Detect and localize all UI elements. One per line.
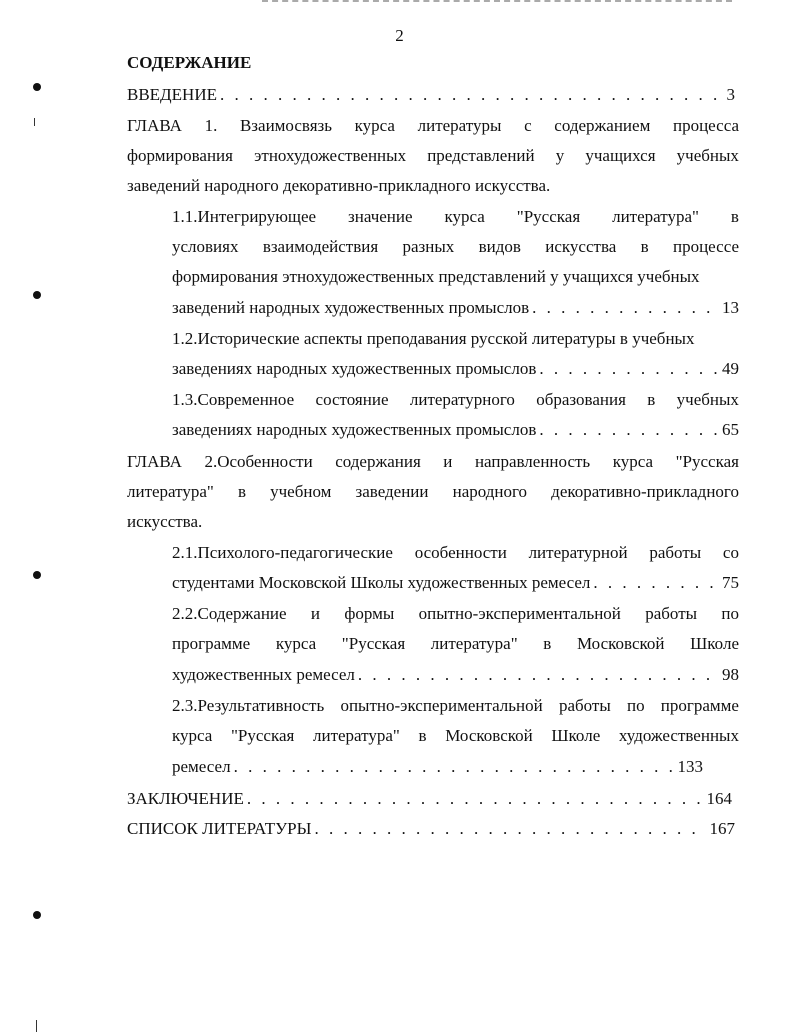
page-number: 2 [395, 26, 404, 45]
word: учащихся [585, 146, 656, 165]
word: работы [645, 604, 698, 623]
chapter1-heading-line [127, 141, 739, 171]
section-2-2-line [172, 629, 739, 659]
word: учебном [270, 482, 332, 501]
word: искусства [545, 237, 617, 256]
toc-page-number: 65 [722, 420, 739, 439]
toc-entry-label: студентами Московской Школы художественных ремесел [172, 573, 591, 592]
word: работы [649, 543, 702, 562]
toc-entry-1-3 [172, 415, 739, 445]
word: литературного [409, 390, 515, 409]
word: Московской [576, 634, 665, 653]
word: формы [344, 604, 395, 623]
word: у [555, 146, 565, 165]
toc-entry-bibliography [127, 814, 735, 844]
word: программе [172, 634, 251, 653]
word: художественных [618, 726, 739, 745]
word: литература" [313, 726, 400, 745]
word: со [722, 543, 739, 562]
toc-title: СОДЕРЖАНИЕ [127, 53, 252, 72]
scan-mark [36, 1020, 37, 1032]
word: в [640, 237, 649, 256]
word: процесса [672, 116, 739, 135]
word: формирования [127, 146, 233, 165]
dot-leader [220, 80, 724, 110]
word: курса [172, 726, 213, 745]
word: 2.Особенности [204, 452, 313, 471]
word: по [721, 604, 739, 623]
word: взаимодействия [262, 237, 379, 256]
chapter2-heading-line [127, 477, 739, 507]
toc-entry-label: СПИСОК ЛИТЕРАТУРЫ [127, 819, 312, 838]
word: 1.3.Современное [172, 390, 295, 409]
word: образования [536, 390, 626, 409]
word: по [626, 696, 645, 715]
toc-entry-intro [127, 80, 735, 110]
word: 2.2.Содержание [172, 604, 287, 623]
word: курса [444, 207, 485, 226]
toc-entry-2-2 [172, 660, 739, 690]
word: разных [402, 237, 455, 256]
toc-page-number: 133 [677, 757, 703, 776]
word: в [237, 482, 246, 501]
section-2-3-line [172, 691, 739, 721]
word: программе [660, 696, 739, 715]
word: в [730, 207, 739, 226]
toc-entry-1-2 [172, 354, 739, 384]
dot-leader [247, 784, 704, 814]
dot-leader [532, 293, 719, 323]
word: "Русская [675, 452, 739, 471]
dot-leader [358, 660, 719, 690]
word: представлений [427, 146, 535, 165]
section-1-1-line [172, 202, 739, 232]
word: "Русская [516, 207, 581, 226]
word: Взаимосвязь [239, 116, 332, 135]
section-2-3-line [172, 721, 739, 751]
toc-page-number: 3 [726, 85, 735, 104]
word: и [310, 604, 321, 623]
toc-entry-conclusion [127, 784, 732, 814]
word: содержания [335, 452, 421, 471]
word: курса [275, 634, 317, 653]
word: литература" [127, 482, 214, 501]
dot-leader [314, 814, 706, 844]
toc-entry-label: заведений народных художественных промыслов [172, 298, 530, 317]
chapter2-heading-line [127, 447, 739, 477]
word: учебных [676, 146, 739, 165]
word: учебных [676, 390, 739, 409]
binding-hole-mark [33, 83, 41, 91]
section-1-1-line: формирования этнохудожественных представлений у учащихся учебных [172, 267, 700, 286]
word: опытно-экспериментальной [340, 696, 543, 715]
word: особенности [414, 543, 507, 562]
toc-page-number: 75 [722, 573, 739, 592]
word: ГЛАВА [127, 116, 182, 135]
section-1-2-line: 1.2.Исторические аспекты преподавания русской литературы в учебных [172, 329, 695, 348]
word: народного [452, 482, 528, 501]
toc-page-number: 167 [709, 819, 735, 838]
chapter1-heading-line: заведений народного декоративно-прикладного искусства. [127, 176, 551, 195]
word: курса [612, 452, 654, 471]
word: 1. [204, 116, 218, 135]
word: литературной [528, 543, 628, 562]
toc-entry-2-1 [172, 568, 739, 598]
word: ГЛАВА [127, 452, 182, 471]
dot-leader [234, 752, 675, 782]
word: 1.1.Интегрирующее [172, 207, 317, 226]
word: этнохудожественных [254, 146, 407, 165]
dot-leader [539, 415, 719, 445]
section-1-3-line [172, 385, 739, 415]
binding-hole-mark [33, 911, 41, 919]
toc-entry-label: ВВЕДЕНИЕ [127, 85, 217, 104]
word: "Русская [230, 726, 295, 745]
toc-page-number: 98 [722, 665, 739, 684]
word: работы [558, 696, 611, 715]
word: опытно-экспериментальной [418, 604, 621, 623]
chapter2-heading-line: искусства. [127, 512, 203, 531]
word: значение [348, 207, 413, 226]
word: в [647, 390, 656, 409]
toc-entry-1-1 [172, 293, 739, 323]
word: в [543, 634, 552, 653]
word: 2.1.Психолого-педагогические [172, 543, 393, 562]
scan-mark [34, 118, 35, 126]
word: и [443, 452, 453, 471]
chapter1-heading-line [127, 111, 739, 141]
toc-page-number: 164 [706, 789, 732, 808]
word: литература" [430, 634, 518, 653]
dot-leader [539, 354, 719, 384]
toc-entry-label: ЗАКЛЮЧЕНИЕ [127, 789, 244, 808]
toc-page-number: 49 [722, 359, 739, 378]
word: содержанием [554, 116, 651, 135]
word: заведении [355, 482, 429, 501]
section-2-1-line [172, 538, 739, 568]
toc-entry-label: художественных ремесел [172, 665, 355, 684]
word: декоративно-прикладного [551, 482, 739, 501]
section-1-1-line [172, 232, 739, 262]
word: условиях [172, 237, 239, 256]
word: Школе [551, 726, 601, 745]
scan-top-rule [262, 0, 732, 5]
word: видов [478, 237, 521, 256]
toc-entry-label: заведениях народных художественных промыслов [172, 359, 537, 378]
word: литература" [612, 207, 699, 226]
binding-hole-mark [33, 571, 41, 579]
word: литературы [417, 116, 502, 135]
section-2-2-line [172, 599, 739, 629]
word: курса [354, 116, 395, 135]
word: Московской [445, 726, 533, 745]
word: 2.3.Результативность [172, 696, 325, 715]
dot-leader [593, 568, 719, 598]
toc-entry-label: ремесел [172, 757, 231, 776]
word: состояние [315, 390, 389, 409]
binding-hole-mark [33, 291, 41, 299]
word: Школе [690, 634, 739, 653]
word: "Русская [341, 634, 406, 653]
toc-entry-label: заведениях народных художественных промыслов [172, 420, 537, 439]
word: в [418, 726, 427, 745]
toc-page-number: 13 [722, 298, 739, 317]
word: направленность [474, 452, 591, 471]
toc-entry-2-3 [172, 752, 703, 782]
word: процессе [672, 237, 739, 256]
word: с [524, 116, 532, 135]
